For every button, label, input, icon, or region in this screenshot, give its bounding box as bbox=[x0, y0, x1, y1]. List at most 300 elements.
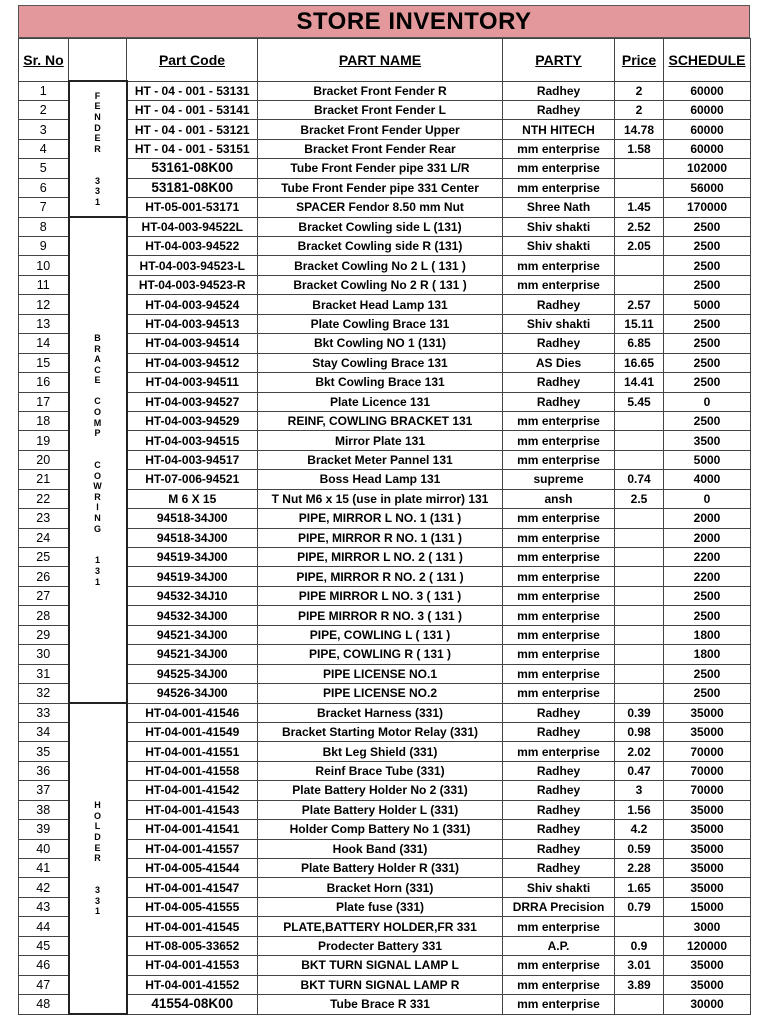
table-row bbox=[19, 256, 751, 275]
party-cell: mm enterprise bbox=[503, 684, 615, 703]
part-name-cell: Plate Battery Holder No 2 (331) bbox=[258, 781, 503, 800]
party-cell: mm enterprise bbox=[503, 275, 615, 294]
schedule-cell: 35000 bbox=[664, 820, 751, 839]
schedule-cell: 60000 bbox=[664, 120, 751, 139]
schedule-cell: 35000 bbox=[664, 703, 751, 722]
schedule-cell: 2500 bbox=[664, 256, 751, 275]
schedule-cell: 2200 bbox=[664, 567, 751, 586]
sr-no-cell: 3 bbox=[19, 120, 69, 139]
part-code-cell: HT-04-003-94527 bbox=[127, 392, 258, 411]
part-code-cell: HT-04-001-41545 bbox=[127, 917, 258, 936]
price-cell: 2 bbox=[615, 100, 664, 119]
part-name-cell: Bracket Horn (331) bbox=[258, 878, 503, 897]
sr-no-cell: 25 bbox=[19, 548, 69, 567]
sr-no-cell: 18 bbox=[19, 411, 69, 430]
table-row bbox=[19, 859, 751, 878]
sr-no-cell: 14 bbox=[19, 334, 69, 353]
party-cell: supreme bbox=[503, 470, 615, 489]
party-cell: Shree Nath bbox=[503, 198, 615, 217]
party-cell: mm enterprise bbox=[503, 178, 615, 197]
sr-no-cell: 2 bbox=[19, 100, 69, 119]
table-row bbox=[19, 450, 751, 469]
part-code-cell: HT-04-003-94524 bbox=[127, 295, 258, 314]
sr-no-cell: 41 bbox=[19, 859, 69, 878]
schedule-cell: 4000 bbox=[664, 470, 751, 489]
part-code-cell: 94521-34J00 bbox=[127, 645, 258, 664]
party-cell: mm enterprise bbox=[503, 956, 615, 975]
part-name-cell: Plate Licence 131 bbox=[258, 392, 503, 411]
party-cell: Radhey bbox=[503, 761, 615, 780]
party-cell: Shiv shakti bbox=[503, 314, 615, 333]
part-code-cell: HT-04-001-41557 bbox=[127, 839, 258, 858]
sr-no-cell: 31 bbox=[19, 664, 69, 683]
sr-no-cell: 40 bbox=[19, 839, 69, 858]
part-name-cell: Stay Cowling Brace 131 bbox=[258, 353, 503, 372]
schedule-cell: 2500 bbox=[664, 586, 751, 605]
price-cell bbox=[615, 917, 664, 936]
table-row bbox=[19, 237, 751, 256]
party-cell: Radhey bbox=[503, 392, 615, 411]
schedule-cell: 35000 bbox=[664, 975, 751, 994]
party-cell: mm enterprise bbox=[503, 509, 615, 528]
part-code-cell: HT-08-005-33652 bbox=[127, 936, 258, 955]
part-name-cell: Bracket Front Fender Upper bbox=[258, 120, 503, 139]
sr-no-cell: 42 bbox=[19, 878, 69, 897]
schedule-cell: 35000 bbox=[664, 722, 751, 741]
schedule-cell: 2500 bbox=[664, 353, 751, 372]
schedule-cell: 2500 bbox=[664, 217, 751, 236]
party-cell: DRRA Precision bbox=[503, 897, 615, 916]
table-row bbox=[19, 178, 751, 197]
table-row bbox=[19, 431, 751, 450]
schedule-cell: 2500 bbox=[664, 275, 751, 294]
part-code-cell: HT-04-003-94515 bbox=[127, 431, 258, 450]
party-cell: mm enterprise bbox=[503, 431, 615, 450]
table-row bbox=[19, 761, 751, 780]
part-code-cell: 53161-08K00 bbox=[127, 159, 258, 178]
inventory-table bbox=[18, 38, 751, 1015]
part-name-cell: PIPE, MIRROR R NO. 1 (131 ) bbox=[258, 528, 503, 547]
price-cell: 2.02 bbox=[615, 742, 664, 761]
party-cell: Radhey bbox=[503, 373, 615, 392]
part-code-cell: HT-04-003-94517 bbox=[127, 450, 258, 469]
table-row bbox=[19, 139, 751, 158]
table-row bbox=[19, 917, 751, 936]
sr-no-cell: 46 bbox=[19, 956, 69, 975]
schedule-cell: 2500 bbox=[664, 334, 751, 353]
part-name-cell: Plate Battery Holder R (331) bbox=[258, 859, 503, 878]
sr-no-cell: 6 bbox=[19, 178, 69, 197]
part-code-cell: HT-04-003-94514 bbox=[127, 334, 258, 353]
price-cell bbox=[615, 450, 664, 469]
part-code-cell: 94525-34J00 bbox=[127, 664, 258, 683]
table-row bbox=[19, 314, 751, 333]
table-row bbox=[19, 373, 751, 392]
table-row bbox=[19, 275, 751, 294]
part-code-cell: HT-04-001-41542 bbox=[127, 781, 258, 800]
table-row bbox=[19, 625, 751, 644]
part-name-cell: BKT TURN SIGNAL LAMP R bbox=[258, 975, 503, 994]
schedule-cell: 35000 bbox=[664, 878, 751, 897]
schedule-cell: 120000 bbox=[664, 936, 751, 955]
part-code-cell: HT - 04 - 001 - 53151 bbox=[127, 139, 258, 158]
sr-no-cell: 4 bbox=[19, 139, 69, 158]
part-name-cell: Bracket Cowling side L (131) bbox=[258, 217, 503, 236]
table-row bbox=[19, 411, 751, 430]
party-cell: NTH HITECH bbox=[503, 120, 615, 139]
table-row bbox=[19, 703, 751, 722]
part-code-cell: HT-04-003-94513 bbox=[127, 314, 258, 333]
price-cell: 1.65 bbox=[615, 878, 664, 897]
party-cell: Radhey bbox=[503, 820, 615, 839]
price-cell bbox=[615, 645, 664, 664]
part-code-cell: HT-04-001-41553 bbox=[127, 956, 258, 975]
header-price: Price bbox=[615, 39, 664, 82]
schedule-cell: 60000 bbox=[664, 139, 751, 158]
table-row bbox=[19, 606, 751, 625]
part-name-cell: Bkt Cowling NO 1 (131) bbox=[258, 334, 503, 353]
part-code-cell: 41554-08K00 bbox=[127, 995, 258, 1014]
sr-no-cell: 43 bbox=[19, 897, 69, 916]
sr-no-cell: 36 bbox=[19, 761, 69, 780]
part-name-cell: PIPE, MIRROR R NO. 2 ( 131 ) bbox=[258, 567, 503, 586]
sr-no-cell: 13 bbox=[19, 314, 69, 333]
part-code-cell: HT - 04 - 001 - 53131 bbox=[127, 81, 258, 100]
part-name-cell: Boss Head Lamp 131 bbox=[258, 470, 503, 489]
table-row bbox=[19, 586, 751, 605]
price-cell bbox=[615, 625, 664, 644]
schedule-cell: 2500 bbox=[664, 664, 751, 683]
part-name-cell: PIPE LICENSE NO.2 bbox=[258, 684, 503, 703]
schedule-cell: 60000 bbox=[664, 100, 751, 119]
table-row bbox=[19, 839, 751, 858]
table-row bbox=[19, 198, 751, 217]
price-cell: 0.59 bbox=[615, 839, 664, 858]
price-cell: 0.79 bbox=[615, 897, 664, 916]
price-cell: 3.89 bbox=[615, 975, 664, 994]
part-code-cell: 94521-34J00 bbox=[127, 625, 258, 644]
party-cell: Radhey bbox=[503, 334, 615, 353]
schedule-cell: 1800 bbox=[664, 625, 751, 644]
table-row bbox=[19, 781, 751, 800]
part-name-cell: Holder Comp Battery No 1 (331) bbox=[258, 820, 503, 839]
sr-no-cell: 8 bbox=[19, 217, 69, 236]
part-code-cell: HT-04-003-94512 bbox=[127, 353, 258, 372]
schedule-cell: 70000 bbox=[664, 742, 751, 761]
price-cell: 14.41 bbox=[615, 373, 664, 392]
schedule-cell: 60000 bbox=[664, 81, 751, 100]
part-code-cell: HT-07-006-94521 bbox=[127, 470, 258, 489]
sr-no-cell: 26 bbox=[19, 567, 69, 586]
schedule-cell: 5000 bbox=[664, 295, 751, 314]
schedule-cell: 1800 bbox=[664, 645, 751, 664]
price-cell bbox=[615, 159, 664, 178]
sr-no-cell: 15 bbox=[19, 353, 69, 372]
price-cell bbox=[615, 256, 664, 275]
price-cell bbox=[615, 509, 664, 528]
part-code-cell: 94518-34J00 bbox=[127, 528, 258, 547]
header-row bbox=[19, 39, 751, 82]
party-cell: mm enterprise bbox=[503, 606, 615, 625]
part-name-cell: Bracket Cowling side R (131) bbox=[258, 237, 503, 256]
schedule-cell: 2500 bbox=[664, 411, 751, 430]
schedule-cell: 2500 bbox=[664, 237, 751, 256]
price-cell bbox=[615, 606, 664, 625]
price-cell: 4.2 bbox=[615, 820, 664, 839]
sr-no-cell: 10 bbox=[19, 256, 69, 275]
party-cell: Shiv shakti bbox=[503, 878, 615, 897]
part-code-cell: HT-04-005-41555 bbox=[127, 897, 258, 916]
schedule-cell: 2000 bbox=[664, 528, 751, 547]
group-label: F E N D E R 3 3 1 bbox=[94, 90, 101, 207]
part-code-cell: HT-04-003-94523-L bbox=[127, 256, 258, 275]
group-label: B R A C E C O M P C O W R I N G 1 3 1 bbox=[93, 332, 102, 587]
table-row bbox=[19, 392, 751, 411]
table-row bbox=[19, 217, 751, 236]
price-cell: 0.39 bbox=[615, 703, 664, 722]
table-row bbox=[19, 509, 751, 528]
part-name-cell: Tube Front Fender pipe 331 L/R bbox=[258, 159, 503, 178]
party-cell: mm enterprise bbox=[503, 664, 615, 683]
table-row bbox=[19, 81, 751, 100]
sr-no-cell: 12 bbox=[19, 295, 69, 314]
sr-no-cell: 7 bbox=[19, 198, 69, 217]
part-code-cell: HT-04-003-94522L bbox=[127, 217, 258, 236]
schedule-cell: 2500 bbox=[664, 373, 751, 392]
sr-no-cell: 28 bbox=[19, 606, 69, 625]
part-name-cell: Plate Cowling Brace 131 bbox=[258, 314, 503, 333]
title-row bbox=[18, 5, 750, 38]
part-code-cell: 94532-34J10 bbox=[127, 586, 258, 605]
part-code-cell: 94526-34J00 bbox=[127, 684, 258, 703]
party-cell: mm enterprise bbox=[503, 625, 615, 644]
table-row bbox=[19, 548, 751, 567]
schedule-cell: 2000 bbox=[664, 509, 751, 528]
price-cell bbox=[615, 275, 664, 294]
part-name-cell: BKT TURN SIGNAL LAMP L bbox=[258, 956, 503, 975]
party-cell: A.P. bbox=[503, 936, 615, 955]
part-code-cell: HT-04-001-41552 bbox=[127, 975, 258, 994]
part-code-cell: M 6 X 15 bbox=[127, 489, 258, 508]
sr-no-cell: 20 bbox=[19, 450, 69, 469]
price-cell: 2.28 bbox=[615, 859, 664, 878]
price-cell: 15.11 bbox=[615, 314, 664, 333]
sr-no-cell: 16 bbox=[19, 373, 69, 392]
part-code-cell: HT-04-001-41543 bbox=[127, 800, 258, 819]
part-code-cell: HT-04-003-94522 bbox=[127, 237, 258, 256]
part-name-cell: Plate fuse (331) bbox=[258, 897, 503, 916]
party-cell: mm enterprise bbox=[503, 742, 615, 761]
schedule-cell: 2500 bbox=[664, 684, 751, 703]
sr-no-cell: 19 bbox=[19, 431, 69, 450]
schedule-cell: 2200 bbox=[664, 548, 751, 567]
part-code-cell: HT-04-001-41546 bbox=[127, 703, 258, 722]
party-cell: mm enterprise bbox=[503, 586, 615, 605]
table-row bbox=[19, 120, 751, 139]
party-cell: Radhey bbox=[503, 859, 615, 878]
part-name-cell: Bkt Cowling Brace 131 bbox=[258, 373, 503, 392]
party-cell: mm enterprise bbox=[503, 159, 615, 178]
party-cell: mm enterprise bbox=[503, 548, 615, 567]
inventory-rows bbox=[19, 81, 751, 1014]
part-name-cell: Tube Front Fender pipe 331 Center bbox=[258, 178, 503, 197]
part-code-cell: HT-05-001-53171 bbox=[127, 198, 258, 217]
group-label-cell bbox=[69, 217, 127, 703]
part-code-cell: HT-04-001-41558 bbox=[127, 761, 258, 780]
schedule-cell: 3000 bbox=[664, 917, 751, 936]
schedule-cell: 5000 bbox=[664, 450, 751, 469]
party-cell: mm enterprise bbox=[503, 995, 615, 1014]
part-code-cell: HT-04-003-94529 bbox=[127, 411, 258, 430]
part-code-cell: 94518-34J00 bbox=[127, 509, 258, 528]
party-cell: mm enterprise bbox=[503, 450, 615, 469]
part-name-cell: PIPE, MIRROR L NO. 2 ( 131 ) bbox=[258, 548, 503, 567]
price-cell: 1.45 bbox=[615, 198, 664, 217]
part-code-cell: HT - 04 - 001 - 53141 bbox=[127, 100, 258, 119]
price-cell: 6.85 bbox=[615, 334, 664, 353]
schedule-cell: 56000 bbox=[664, 178, 751, 197]
part-name-cell: PIPE MIRROR R NO. 3 ( 131 ) bbox=[258, 606, 503, 625]
party-cell: mm enterprise bbox=[503, 139, 615, 158]
party-cell: mm enterprise bbox=[503, 975, 615, 994]
schedule-cell: 30000 bbox=[664, 995, 751, 1014]
price-cell: 0.98 bbox=[615, 722, 664, 741]
price-cell bbox=[615, 684, 664, 703]
party-cell: mm enterprise bbox=[503, 917, 615, 936]
schedule-cell: 35000 bbox=[664, 956, 751, 975]
sr-no-cell: 27 bbox=[19, 586, 69, 605]
table-row bbox=[19, 820, 751, 839]
table-row bbox=[19, 645, 751, 664]
schedule-cell: 70000 bbox=[664, 761, 751, 780]
table-row bbox=[19, 742, 751, 761]
price-cell bbox=[615, 411, 664, 430]
header-schedule: SCHEDULE bbox=[664, 39, 751, 82]
sr-no-cell: 30 bbox=[19, 645, 69, 664]
sr-no-cell: 1 bbox=[19, 81, 69, 100]
part-code-cell: 94519-34J00 bbox=[127, 548, 258, 567]
schedule-cell: 35000 bbox=[664, 839, 751, 858]
table-row bbox=[19, 567, 751, 586]
price-cell bbox=[615, 548, 664, 567]
price-cell: 14.78 bbox=[615, 120, 664, 139]
sr-no-cell: 29 bbox=[19, 625, 69, 644]
part-name-cell: PIPE, MIRROR L NO. 1 (131 ) bbox=[258, 509, 503, 528]
table-row bbox=[19, 897, 751, 916]
sr-no-cell: 21 bbox=[19, 470, 69, 489]
part-name-cell: Bracket Starting Motor Relay (331) bbox=[258, 722, 503, 741]
price-cell bbox=[615, 528, 664, 547]
part-name-cell: PIPE, COWLING L ( 131 ) bbox=[258, 625, 503, 644]
price-cell bbox=[615, 586, 664, 605]
price-cell: 0.47 bbox=[615, 761, 664, 780]
schedule-cell: 15000 bbox=[664, 897, 751, 916]
part-name-cell: Plate Battery Holder L (331) bbox=[258, 800, 503, 819]
header-part-name: PART NAME bbox=[258, 39, 503, 82]
sr-no-cell: 47 bbox=[19, 975, 69, 994]
part-name-cell: Bracket Cowling No 2 R ( 131 ) bbox=[258, 275, 503, 294]
price-cell: 3 bbox=[615, 781, 664, 800]
schedule-cell: 35000 bbox=[664, 800, 751, 819]
party-cell: AS Dies bbox=[503, 353, 615, 372]
price-cell: 1.58 bbox=[615, 139, 664, 158]
schedule-cell: 102000 bbox=[664, 159, 751, 178]
price-cell: 2.57 bbox=[615, 295, 664, 314]
party-cell: Radhey bbox=[503, 800, 615, 819]
inventory-sheet bbox=[18, 5, 750, 1015]
price-cell: 2.52 bbox=[615, 217, 664, 236]
table-row bbox=[19, 664, 751, 683]
price-cell: 2.5 bbox=[615, 489, 664, 508]
party-cell: Shiv shakti bbox=[503, 217, 615, 236]
table-row bbox=[19, 528, 751, 547]
party-cell: Radhey bbox=[503, 295, 615, 314]
party-cell: Radhey bbox=[503, 100, 615, 119]
part-code-cell: 94532-34J00 bbox=[127, 606, 258, 625]
sheet-title: STORE INVENTORY bbox=[18, 5, 750, 38]
part-name-cell: PLATE,BATTERY HOLDER,FR 331 bbox=[258, 917, 503, 936]
part-code-cell: 53181-08K00 bbox=[127, 178, 258, 197]
party-cell: mm enterprise bbox=[503, 645, 615, 664]
schedule-cell: 0 bbox=[664, 392, 751, 411]
sr-no-cell: 39 bbox=[19, 820, 69, 839]
table-row bbox=[19, 159, 751, 178]
table-row bbox=[19, 684, 751, 703]
party-cell: Radhey bbox=[503, 722, 615, 741]
schedule-cell: 2500 bbox=[664, 606, 751, 625]
schedule-cell: 3500 bbox=[664, 431, 751, 450]
part-name-cell: Bracket Front Fender R bbox=[258, 81, 503, 100]
part-name-cell: Tube Brace R 331 bbox=[258, 995, 503, 1014]
part-code-cell: HT-04-001-41547 bbox=[127, 878, 258, 897]
schedule-cell: 170000 bbox=[664, 198, 751, 217]
sr-no-cell: 17 bbox=[19, 392, 69, 411]
price-cell: 2 bbox=[615, 81, 664, 100]
table-row bbox=[19, 334, 751, 353]
part-name-cell: Reinf Brace Tube (331) bbox=[258, 761, 503, 780]
header-party: PARTY bbox=[503, 39, 615, 82]
party-cell: Radhey bbox=[503, 781, 615, 800]
part-name-cell: SPACER Fendor 8.50 mm Nut bbox=[258, 198, 503, 217]
table-row bbox=[19, 470, 751, 489]
party-cell: mm enterprise bbox=[503, 411, 615, 430]
sr-no-cell: 9 bbox=[19, 237, 69, 256]
sr-no-cell: 37 bbox=[19, 781, 69, 800]
party-cell: mm enterprise bbox=[503, 528, 615, 547]
party-cell: ansh bbox=[503, 489, 615, 508]
sr-no-cell: 34 bbox=[19, 722, 69, 741]
table-row bbox=[19, 975, 751, 994]
part-name-cell: PIPE MIRROR L NO. 3 ( 131 ) bbox=[258, 586, 503, 605]
header-part-code: Part Code bbox=[127, 39, 258, 82]
table-row bbox=[19, 936, 751, 955]
price-cell bbox=[615, 664, 664, 683]
part-code-cell: HT-04-001-41551 bbox=[127, 742, 258, 761]
part-name-cell: T Nut M6 x 15 (use in plate mirror) 131 bbox=[258, 489, 503, 508]
party-cell: mm enterprise bbox=[503, 567, 615, 586]
party-cell: Shiv shakti bbox=[503, 237, 615, 256]
sr-no-cell: 48 bbox=[19, 995, 69, 1014]
part-name-cell: Bracket Front Fender L bbox=[258, 100, 503, 119]
table-row bbox=[19, 800, 751, 819]
table-row bbox=[19, 100, 751, 119]
part-code-cell: HT-04-001-41549 bbox=[127, 722, 258, 741]
part-code-cell: HT-04-003-94523-R bbox=[127, 275, 258, 294]
price-cell: 2.05 bbox=[615, 237, 664, 256]
table-row bbox=[19, 722, 751, 741]
group-label-cell bbox=[69, 81, 127, 217]
price-cell bbox=[615, 567, 664, 586]
